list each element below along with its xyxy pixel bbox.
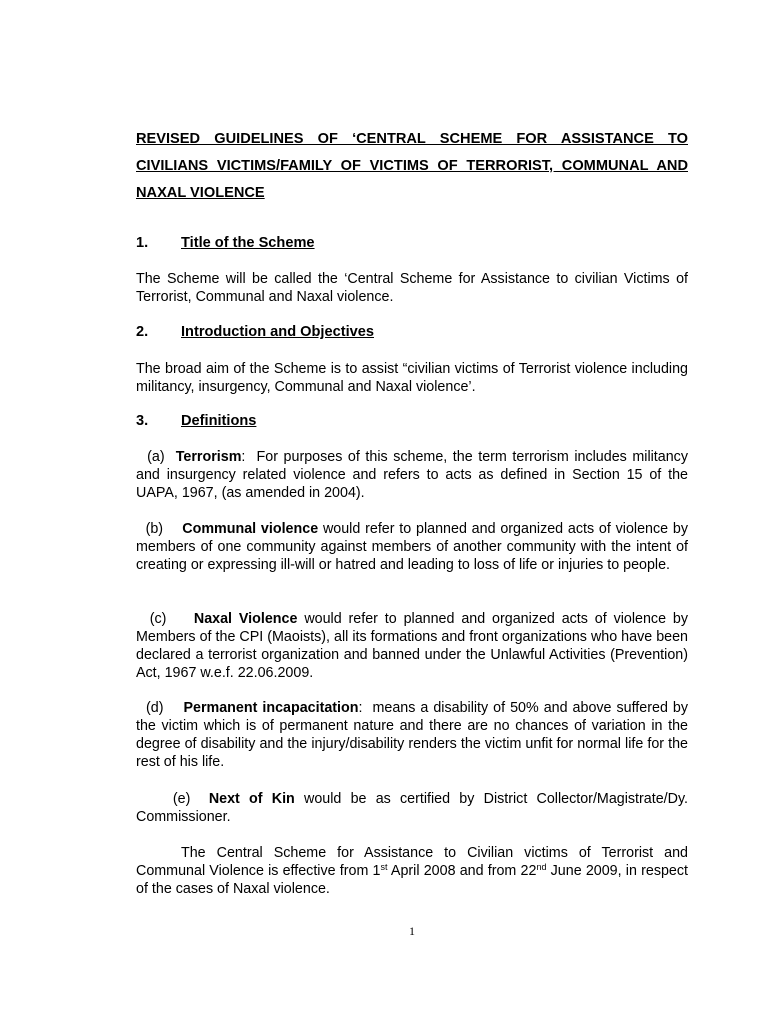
closing-paragraph: The Central Scheme for Assistance to Civilian victims of Terrorist and Communal Violence is effective from 1st April 2008 and from 22nd June 2009, in respect of the cases of Naxal violence. <box>136 845 688 897</box>
section-2-paragraph: The broad aim of the Scheme is to assist “civilian victims of Terrorist violence including militancy, insurgency, Communal and Naxal violence’. <box>136 361 688 395</box>
definition-next-of-kin: (e) Next of Kin would be as certified by District Collector/Magistrate/Dy. Commissioner. <box>136 791 689 825</box>
document-heading <box>136 126 688 207</box>
section-2-heading: 2. Introduction and Objectives <box>136 324 374 340</box>
heading-line-2: CIVILIANS VICTIMS/FAMILY OF VICTIMS OF TERRORIST, COMMUNAL AND <box>136 158 688 174</box>
section-1-heading: 1. Title of the Scheme <box>136 235 315 251</box>
heading-line-3: NAXAL VIOLENCE <box>136 185 265 201</box>
definition-communal-violence: (b) Communal violence would refer to planned and organized acts of violence by members of one community against members of another community with the intent of creating or expressing ill-will or hatred and leading to loss of life or injuries to people. <box>136 521 689 573</box>
heading-line-1: REVISED GUIDELINES OF ‘CENTRAL SCHEME FOR ASSISTANCE TO <box>136 131 688 147</box>
definition-permanent-incapacitation: (d) Permanent incapacitation: means a disability of 50% and above suffered by the victim which is of permanent nature and there are no chances of variation in the degree of disability and the injury/disability renders the victim unfit for normal life for the rest of his life. <box>136 700 688 770</box>
section-1-paragraph: The Scheme will be called the ‘Central Scheme for Assistance to civilian Victims of Terrorist, Communal and Naxal violence. <box>136 271 688 305</box>
page-number: 1 <box>409 924 415 938</box>
definition-naxal-violence: (c) Naxal Violence would refer to planned and organized acts of violence by Members of the CPI (Maoists), all its formations and front organizations who have been declared a terrorist organization and banned under the Unlawful Activities (Prevention) Act, 1967 w.e.f. 22.06.2009. <box>136 611 688 681</box>
section-3-heading: 3. Definitions <box>136 413 257 429</box>
definition-terrorism: (a) Terrorism: For purposes of this scheme, the term terrorism includes militancy and insurgency related violence and refers to acts as defined in Section 15 of the UAPA, 1967, (as amended in 2004). <box>136 449 688 501</box>
